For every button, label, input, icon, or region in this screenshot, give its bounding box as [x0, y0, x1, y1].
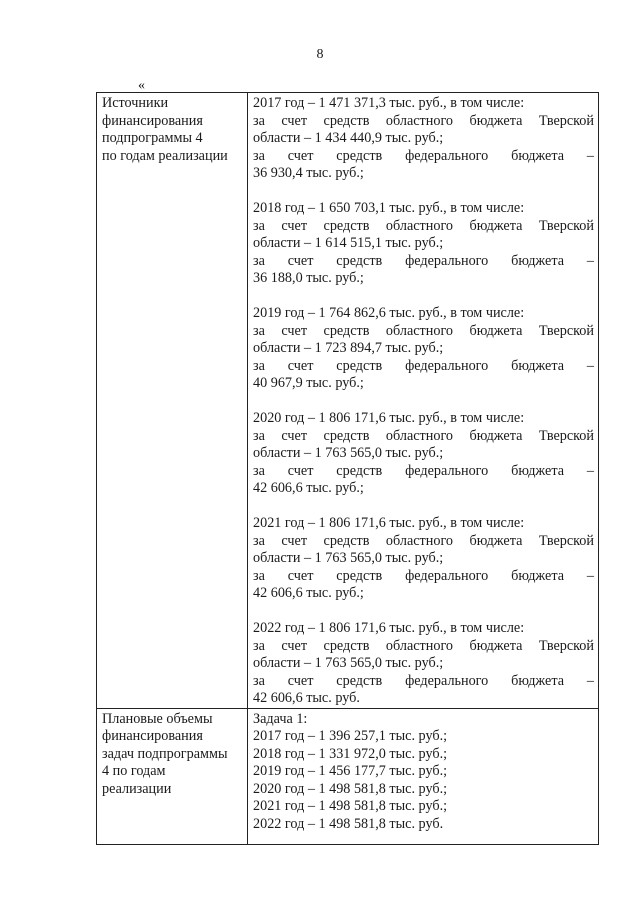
passport-table	[96, 92, 599, 845]
task-year-amount: 2018 год – 1 331 972,0 тыс. руб.;	[253, 745, 448, 762]
year-block-2018	[253, 200, 594, 288]
regional-amount: области – 1 763 565,0 тыс. руб.;	[253, 655, 444, 671]
regional-line: за счет средств областного бюджета Тверской	[253, 637, 594, 654]
label-line: финансирования	[102, 728, 203, 744]
page-number: 8	[316, 47, 324, 62]
federal-line: за счет средств федерального бюджета –	[253, 252, 594, 269]
regional-line: за счет средств областного бюджета Тверской	[253, 217, 594, 234]
task-year-amount: 2021 год – 1 498 581,8 тыс. руб.;	[253, 798, 448, 814]
regional-line: за счет средств областного бюджета Тверской	[253, 427, 594, 444]
year-header: 2021 год – 1 806 171,6 тыс. руб., в том числе:	[253, 515, 525, 531]
task-title: Задача 1:	[253, 710, 308, 727]
regional-amount: области – 1 763 565,0 тыс. руб.;	[253, 445, 444, 461]
federal-amount: 42 606,6 тыс. руб.	[253, 690, 360, 706]
regional-amount: области – 1 614 515,1 тыс. руб.;	[253, 235, 444, 251]
federal-amount: 42 606,6 тыс. руб.;	[253, 480, 364, 496]
label-line: задач подпрограммы	[102, 745, 228, 762]
year-block-2022	[253, 620, 594, 708]
label-line: Плановые объемы	[102, 710, 213, 727]
task-year-amount: 2022 год – 1 498 581,8 тыс. руб.	[253, 815, 444, 832]
label-line: 4 по годам	[102, 763, 166, 779]
label-line: подпрограммы 4	[102, 130, 203, 146]
label-line: Источники	[102, 95, 169, 111]
federal-line: за счет средств федерального бюджета –	[253, 147, 594, 164]
year-block-2019	[253, 305, 594, 393]
table-row-financing-sources	[97, 93, 599, 709]
year-block-2021	[253, 515, 594, 603]
label-line: реализации	[102, 780, 172, 797]
year-block-2017	[253, 95, 594, 183]
row-label-financing-sources	[97, 93, 248, 709]
task-year-amount: 2020 год – 1 498 581,8 тыс. руб.;	[253, 780, 448, 797]
label-line: по годам реализации	[102, 147, 228, 164]
year-header: 2019 год – 1 764 862,6 тыс. руб., в том числе:	[253, 305, 525, 321]
task-year-amount: 2017 год – 1 396 257,1 тыс. руб.;	[253, 728, 448, 744]
federal-amount: 36 930,4 тыс. руб.;	[253, 165, 364, 181]
regional-amount: области – 1 763 565,0 тыс. руб.;	[253, 550, 444, 566]
label-line: финансирования	[102, 112, 203, 129]
year-header: 2017 год – 1 471 371,3 тыс. руб., в том числе:	[253, 95, 525, 111]
task-year-amount: 2019 год – 1 456 177,7 тыс. руб.;	[253, 763, 448, 779]
financing-by-year	[248, 93, 599, 709]
regional-amount: области – 1 434 440,9 тыс. руб.;	[253, 130, 444, 146]
federal-line: за счет средств федерального бюджета –	[253, 357, 594, 374]
regional-amount: области – 1 723 894,7 тыс. руб.;	[253, 340, 444, 356]
row-label-task-financing	[97, 708, 248, 845]
federal-line: за счет средств федерального бюджета –	[253, 462, 594, 479]
federal-line: за счет средств федерального бюджета –	[253, 672, 594, 689]
federal-amount: 42 606,6 тыс. руб.;	[253, 585, 364, 601]
opening-quote-mark: «	[138, 78, 145, 93]
regional-line: за счет средств областного бюджета Тверской	[253, 112, 594, 129]
year-header: 2022 год – 1 806 171,6 тыс. руб., в том числе:	[253, 620, 525, 636]
federal-amount: 36 188,0 тыс. руб.;	[253, 270, 364, 286]
regional-line: за счет средств областного бюджета Тверской	[253, 532, 594, 549]
table-row-task-financing	[97, 708, 599, 845]
year-header: 2018 год – 1 650 703,1 тыс. руб., в том числе:	[253, 200, 525, 216]
task-financing-values	[248, 708, 599, 845]
federal-line: за счет средств федерального бюджета –	[253, 567, 594, 584]
regional-line: за счет средств областного бюджета Тверской	[253, 322, 594, 339]
year-block-2020	[253, 410, 594, 498]
year-header: 2020 год – 1 806 171,6 тыс. руб., в том числе:	[253, 410, 525, 426]
federal-amount: 40 967,9 тыс. руб.;	[253, 375, 364, 391]
